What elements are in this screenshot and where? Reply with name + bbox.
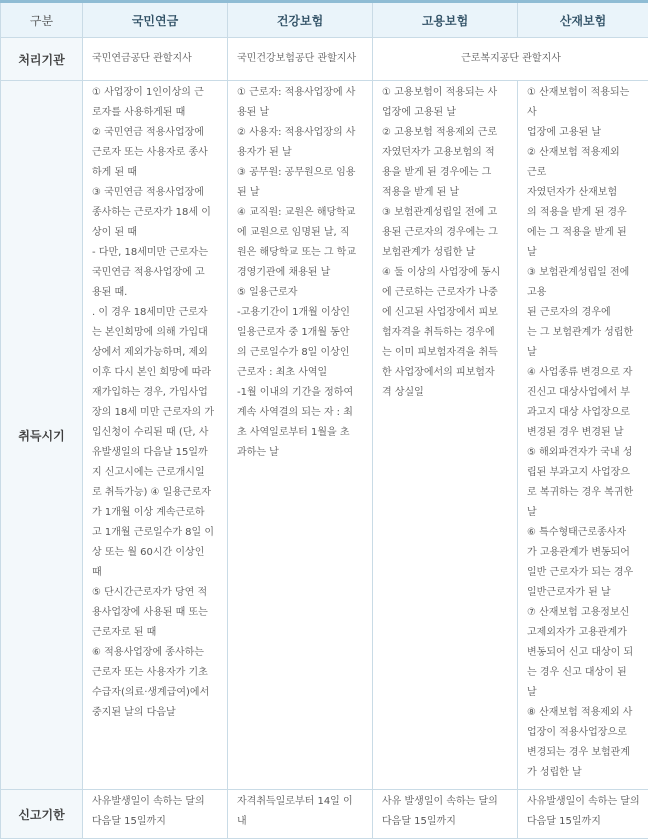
text-line: 근로자 : 최초 사역일 <box>237 363 364 383</box>
row-label-acquisition: 취득시기 <box>1 81 83 790</box>
deadline-industrial <box>518 790 648 839</box>
text-line: 날 <box>527 243 640 263</box>
text-line: 사유 발생일이 속하는 달의 <box>382 792 509 812</box>
text-line: 사유발생일이 속하는 달의 <box>527 792 640 812</box>
text-line: 의 적용을 받게 된 경우 <box>527 203 640 223</box>
text-line: 다음달 15일까지 <box>527 812 640 832</box>
text-line: 내 <box>237 812 364 832</box>
text-line: 장의 18세 미만 근로자의 가 <box>92 403 219 423</box>
text-line: ④ 둘 이상의 사업장에 동시 <box>382 263 509 283</box>
text-line: 과하는 날 <box>237 443 364 463</box>
agency-employment-industrial: 근로복지공단 관할지사 <box>373 38 648 81</box>
table-row-acquisition <box>1 81 648 790</box>
text-line: 적용을 받게 된 날 <box>382 183 509 203</box>
acquisition-industrial <box>518 81 648 790</box>
text-line: 가 고용관계가 변동되어 <box>527 543 640 563</box>
text-line: 경영기관에 채용된 날 <box>237 263 364 283</box>
text-line: 일반근로자가 된 날 <box>527 583 640 603</box>
text-line: 상에서 제외가능하며, 제외 <box>92 343 219 363</box>
deadline-health <box>228 790 373 839</box>
row-label-deadline: 신고기한 <box>1 790 83 839</box>
text-line: 근로자로 된 때 <box>92 623 219 643</box>
text-line: - 다만, 18세미만 근로자는 <box>92 243 219 263</box>
acquisition-pension <box>83 81 228 790</box>
text-line: ④ 교직원: 교원은 해당학교 <box>237 203 364 223</box>
text-line: ⑤ 일용근로자 <box>237 283 364 303</box>
acquisition-health <box>228 81 373 790</box>
text-line: 재가입하는 경우, 가입사업 <box>92 383 219 403</box>
text-line: 다음달 15일까지 <box>382 812 509 832</box>
text-line: ⑤ 단시간근로자가 당연 적 <box>92 583 219 603</box>
text-line: 상 또는 월 60시간 이상인 <box>92 543 219 563</box>
agency-health: 국민건강보험공단 관할지사 <box>228 38 373 81</box>
text-line: 진신고 대상사업에서 부 <box>527 383 640 403</box>
text-line: 의 근로일수가 8일 이상인 <box>237 343 364 363</box>
deadline-employment <box>373 790 518 839</box>
text-line: -고용기간이 1개월 이상인 <box>237 303 364 323</box>
text-line: 변동되어 신고 대상이 되 <box>527 643 640 663</box>
text-line: ③ 보험관계성립일 전에 고용 <box>527 263 640 303</box>
text-line: 초 사역일로부터 1월을 초 <box>237 423 364 443</box>
text-line: ① 근로자: 적용사업장에 사 <box>237 83 364 103</box>
text-line: ⑥ 특수형태근로종사자 <box>527 523 640 543</box>
text-line: 업장에 고용된 날 <box>527 123 640 143</box>
text-line: 이후 다시 본인 희망에 따라 <box>92 363 219 383</box>
table-row-agency <box>1 38 648 81</box>
text-line: ① 산재보험이 적용되는 사 <box>527 83 640 123</box>
text-line: 는 그 보험관계가 성립한 <box>527 323 640 343</box>
text-line: 근로자 또는 사용자가 기초 <box>92 663 219 683</box>
text-line: ② 사용자: 적용사업장의 사 <box>237 123 364 143</box>
header-national-pension: 국민연금 <box>83 2 228 38</box>
text-line: 격 상실일 <box>382 383 509 403</box>
text-line: 로 취득가능) ④ 일용근로자 <box>92 483 219 503</box>
deadline-pension <box>83 790 228 839</box>
text-line: 로 복귀하는 경우 복귀한 <box>527 483 640 503</box>
text-line: 수급자(의료·생계급여)에서 <box>92 683 219 703</box>
text-line: 된 근로자의 경우에 <box>527 303 640 323</box>
text-line: 용된 때. <box>92 283 219 303</box>
text-line: ① 사업장이 1인이상의 근 <box>92 83 219 103</box>
text-line: 는 경우 신고 대상이 된 <box>527 663 640 683</box>
text-line: ③ 보험관계성립일 전에 고 <box>382 203 509 223</box>
text-line: 한 사업장에서의 피보험자 <box>382 363 509 383</box>
text-line: 된 날 <box>237 183 364 203</box>
text-line: 에 근로하는 근로자가 나중 <box>382 283 509 303</box>
text-line: 지 신고시에는 근로개시일 <box>92 463 219 483</box>
text-line: 하게 된 때 <box>92 163 219 183</box>
text-line: 과고지 대상 사업장으로 <box>527 403 640 423</box>
text-line: ③ 국민연금 적용사업장에 <box>92 183 219 203</box>
text-line: 용사업장에 사용된 때 또는 <box>92 603 219 623</box>
header-category: 구분 <box>1 2 83 38</box>
text-line: 상이 된 때 <box>92 223 219 243</box>
text-line: 날 <box>527 683 640 703</box>
text-line: 변경되는 경우 보험관계 <box>527 743 640 763</box>
text-line: 용을 받게 된 경우에는 그 <box>382 163 509 183</box>
text-line: 근로자 또는 사용자로 종사 <box>92 143 219 163</box>
text-line: 에는 그 적용을 받게 된 <box>527 223 640 243</box>
text-line: 다음달 15일까지 <box>92 812 219 832</box>
text-line: 일반 근로자가 되는 경우 <box>527 563 640 583</box>
text-line: 고 1개월 근로일수가 8일 이 <box>92 523 219 543</box>
text-line: 립된 부과고지 사업장으 <box>527 463 640 483</box>
text-line: 날 <box>527 343 640 363</box>
agency-pension: 국민연금공단 관할지사 <box>83 38 228 81</box>
row-label-agency: 처리기관 <box>1 38 83 81</box>
text-line: ⑥ 적용사업장에 종사하는 <box>92 643 219 663</box>
text-line: 에 신고된 사업장에서 피보 <box>382 303 509 323</box>
text-line: 로자를 사용하게된 때 <box>92 103 219 123</box>
text-line: ⑤ 해외파견자가 국내 성 <box>527 443 640 463</box>
text-line: 용된 근로자의 경우에는 그 <box>382 223 509 243</box>
text-line: 용된 날 <box>237 103 364 123</box>
text-line: ③ 공무원: 공무원으로 임용 <box>237 163 364 183</box>
text-line: 자였던자가 고용보험의 적 <box>382 143 509 163</box>
text-line: 는 본인희망에 의해 가입대 <box>92 323 219 343</box>
text-line: 보험관계가 성립한 날 <box>382 243 509 263</box>
text-line: 가 1개월 이상 계속근로하 <box>92 503 219 523</box>
text-line: ④ 사업종류 변경으로 자 <box>527 363 640 383</box>
text-line: 날 <box>527 503 640 523</box>
text-line: 국민연금 적용사업장에 고 <box>92 263 219 283</box>
text-line: 자격취득일로부터 14일 이 <box>237 792 364 812</box>
header-employment-insurance: 고용보험 <box>373 2 518 38</box>
text-line: 종사하는 근로자가 18세 이 <box>92 203 219 223</box>
text-line: 업장이 적용사업장으로 <box>527 723 640 743</box>
text-line: 고제외자가 고용관계가 <box>527 623 640 643</box>
text-line: 에 교원으로 임명된 날, 직 <box>237 223 364 243</box>
text-line: 일용근로자 중 1개월 동안 <box>237 323 364 343</box>
text-line: 때 <box>92 563 219 583</box>
header-industrial-accident-insurance: 산재보험 <box>518 2 648 38</box>
text-line: 원은 해당학교 또는 그 학교 <box>237 243 364 263</box>
text-line: 는 이미 피보험자격을 취득 <box>382 343 509 363</box>
text-line: -1월 이내의 기간을 정하여 <box>237 383 364 403</box>
acquisition-employment <box>373 81 518 790</box>
header-row <box>1 2 648 38</box>
text-line: ② 산재보험 적용제외 근로 <box>527 143 640 183</box>
text-line: 사유발생일이 속하는 달의 <box>92 792 219 812</box>
text-line: 계속 사역결의 되는 자 : 최 <box>237 403 364 423</box>
text-line: ② 국민연금 적용사업장에 <box>92 123 219 143</box>
text-line: 입신청이 수리된 때 (단, 사 <box>92 423 219 443</box>
header-health-insurance: 건강보험 <box>228 2 373 38</box>
text-line: ① 고용보험이 적용되는 사 <box>382 83 509 103</box>
text-line: 변경된 경우 변경된 날 <box>527 423 640 443</box>
text-line: 가 성립한 날 <box>527 763 640 783</box>
text-line: 중지된 날의 다음날 <box>92 703 219 723</box>
text-line: ⑧ 산재보험 적용제외 사 <box>527 703 640 723</box>
text-line: 험자격을 취득하는 경우에 <box>382 323 509 343</box>
text-line: 유발생일의 다음날 15일까 <box>92 443 219 463</box>
text-line: ② 고용보험 적용제외 근로 <box>382 123 509 143</box>
text-line: ⑦ 산재보험 고용정보신 <box>527 603 640 623</box>
text-line: 자였던자가 산재보험 <box>527 183 640 203</box>
text-line: 용자가 된 날 <box>237 143 364 163</box>
table-row-deadline <box>1 790 648 839</box>
text-line: . 이 경우 18세미만 근로자 <box>92 303 219 323</box>
text-line: 업장에 고용된 날 <box>382 103 509 123</box>
